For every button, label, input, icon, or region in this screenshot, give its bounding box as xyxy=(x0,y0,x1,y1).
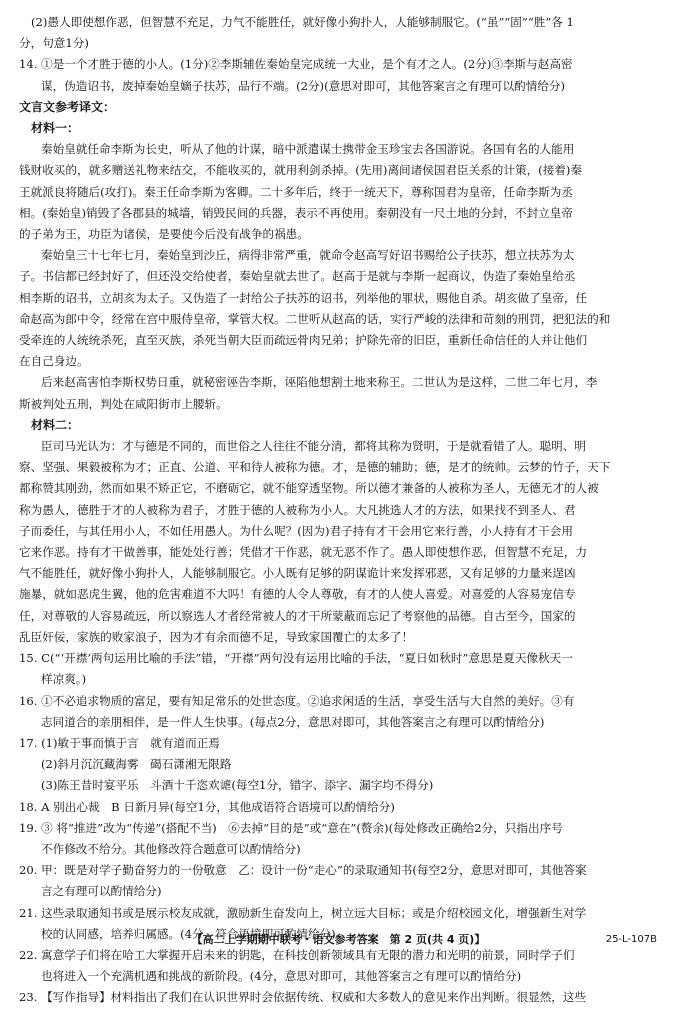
text-line: (2)愚人即使想作恶，但智慧不充足，力气不能胜任，就好像小狗扑人，人能够制服它。(“虽”“固”“胜”各 1 xyxy=(31,15,574,29)
text-line: 后来赵高害怕李斯权势日重，就秘密诬告李斯，诬陷他想割土地来称王。二世认为是这样，二世二年七月，李 xyxy=(41,375,598,390)
footer-title: 【高二上学期期中联考・语文参考答案 第 2 页(共 4 页)】 xyxy=(191,933,486,946)
text-line: 秦始皇就任命李斯为长史，听从了他的计谋，暗中派遣谋士携带金玉珍宝去各国游说。各国有名的人能用 xyxy=(41,142,575,157)
text-line: 臣司马光认为：才与德是不同的，而世俗之人往往不能分清，都将其称为贤明，于是就看错了人。聪明、明 xyxy=(41,439,586,454)
text-line: 气不能胜任，就好像小狗扑人，人能够制服它。小人既有足够的阴谋诡计来发挥邪恶，又有足够的力量来逞凶 xyxy=(19,566,576,581)
text-line: 乱臣奸佞，家族的败家浪子，因为才有余而德不足，导致家国覆亡的太多了！ xyxy=(19,629,414,644)
text-line: 子。书信都已经封好了，但还没交给使者，秦始皇就去世了。赵高于是就与李斯一起商议，伪造了秦始皇给丞 xyxy=(19,269,576,284)
text-line: 志同道合的亲朋相伴，是一件人生快事。(每点2分，意思对即可，其他答案言之有理可以酌情给分) xyxy=(41,714,545,729)
text-line: 15. C(“‘开襟’两句运用比喻的手法”错，“开襟”两句没有运用比喻的手法，“夏日如秋时”意思是夏天像秋天一 xyxy=(19,651,573,666)
text-line: 言之有理可以酌情给分) xyxy=(41,884,162,899)
text-line: 任，对尊敬的人容易疏远，所以察选人才者经常被人的才干所蒙蔽而忘记了考察他的品德。自古至今，国家的 xyxy=(19,608,576,623)
text-line: 校的认同感，培养归属感。(4分，符合语境即可酌情给分) xyxy=(41,926,336,941)
text-line: (2)斜月沉沉藏海雾 碣石潇湘无限路 xyxy=(41,757,232,772)
text-line: 谋，伪造诏书，废掉秦始皇嫡子扶苏，品行不端。(2分)(意思对即可，其他答案言之有理可以酌情给分) xyxy=(41,78,566,93)
text-line: 材料二： xyxy=(31,417,80,432)
footer-doc-code: 25-L-107B xyxy=(605,934,657,945)
text-line: 19. ③ 将“推进”改为“传递”(搭配不当) ⑥去掉“目的是”或“意在”(赘余)(每处修改正确给2分，只指出序号 xyxy=(19,820,563,835)
answer-key-page xyxy=(19,12,659,1009)
text-line: 受牵连的人统统杀死，直至灭族，杀死当朝大臣而疏远骨肉兄弟；护除先帝的旧臣，重新任命信任的人并让他们 xyxy=(19,333,588,348)
text-line: 称为愚人，德胜于才的人被称为君子，才胜于德的人被称为小人。大凡挑选人才的方法，如果找不到圣人、君 xyxy=(19,502,576,517)
text-line: 分，句意1分) xyxy=(19,36,89,51)
text-line: 相李斯的诏书，立胡亥为太子。又伪造了一封给公子扶苏的诏书，列举他的罪状，赐他自杀。胡亥做了皇帝，任 xyxy=(19,290,588,305)
text-line: 18. A 别出心裁 B 日新月异(每空1分，其他成语符合语境可以酌情给分) xyxy=(19,799,395,814)
text-line: 王就派良将随后(攻打)。秦王任命李斯为客卿。二十多年后，终于一统天下，尊称国君为皇帝，任命李斯为丞 xyxy=(19,184,573,199)
text-line: 14. ①是一个才胜于德的小人。(1分)②李斯辅佐秦始皇完成统一大业，是个有才之人。(2分)③李斯与赵高密 xyxy=(19,57,573,72)
text-line: 20. 甲：既是对学子勤奋努力的一份敬意 乙：设计一份“走心”的录取通知书(每空2分，意思对即可，其他答案 xyxy=(19,863,587,878)
page-footer xyxy=(0,930,677,950)
text-line: 样凉爽。) xyxy=(41,672,87,687)
text-line: 它来作恶。持有才干做善事，能处处行善；凭借才干作恶，就无恶不作了。愚人即使想作恶，但智慧不充足，力 xyxy=(19,545,588,560)
text-line: 23. 【写作指导】材料指出了我们在认识世界时会依据传统、权威和大多数人的意见来作出判断。很显然，这些 xyxy=(19,990,587,1005)
text-line: 秦始皇三十七年七月，秦始皇到沙丘，病得非常严重，就命令赵高写好诏书赐给公子扶苏，想立扶苏为太 xyxy=(41,248,575,263)
text-line: 都称赞其刚劲，然而如果不矫正它，不磨砺它，就不能穿透坚物。所以德才兼备的人被称为圣人，无德无才的人被 xyxy=(19,481,599,496)
text-line: 施暴，就如恶虎生翼，他的危害难道不大吗！有德的人令人尊敬，有才的人使人喜爱。对喜爱的人容易宠信专 xyxy=(19,587,576,602)
answer-text-body xyxy=(19,12,659,1009)
text-line: 的子弟为王，功臣为诸侯，是要使今后没有战争的祸患。 xyxy=(19,227,309,242)
text-line: 命赵高为郎中令，经常在宫中服侍皇帝，掌管大权。二世听从赵高的话，实行严峻的法律和苛刻的刑罚，把犯法的和 xyxy=(19,311,611,326)
text-line: 子而委任，与其任用小人，不如任用愚人。为什么呢？(因为)君子持有才干会用它来行善，小人持有才干会用 xyxy=(19,523,573,538)
text-line: 17. (1)敏于事而慎于言 就有道而正焉 xyxy=(19,735,220,750)
text-line: 斯被判处五刑，判处在咸阳街市上腰斩。 xyxy=(19,396,228,411)
text-line: (3)陈王昔时宴平乐 斗酒十千恣欢谑(每空1分，错字、添字、漏字均不得分) xyxy=(41,778,434,793)
text-line: 不作修改不给分。其他修改符合题意可以酌情给分) xyxy=(41,841,301,856)
text-line: 21. 这些录取通知书或是展示校友成就，激励新生奋发向上，树立远大目标；或是介绍校园文化，增强新生对学 xyxy=(19,905,587,920)
text-line: 16. ①不必追求物质的富足，要有知足常乐的处世态度。②追求闲适的生活，享受生活与大自然的美好。③有 xyxy=(19,693,575,708)
text-line: 也将进入一个充满机遇和挑战的新阶段。(4分，意思对即可，其他答案言之有理可以酌情给分) xyxy=(41,969,522,984)
text-line: 相。(秦始皇)销毁了各郡县的城墙，销毁民间的兵器，表示不再使用。秦朝没有一尺土地的分封，不封立皇帝 xyxy=(19,205,573,220)
text-line: 22. 寓意学子们将在哈工大掌握开启未来的钥匙，在科技创新领域具有无限的潜力和光明的前景，同时学子们 xyxy=(19,947,575,962)
text-line: 在自己身边。 xyxy=(19,354,89,369)
text-line: 钱财收买的，就多赠送礼物来结交，不能收买的，就用利剑杀掉。(先用)离间诸侯国君臣关系的计策，(接着)秦 xyxy=(19,163,583,178)
text-line: 察、坚强、果毅被称为才；正直、公道、平和待人被称为德。才，是德的辅助；德，是才的统帅。云梦的竹子，天下 xyxy=(19,460,611,475)
text-line: 材料一： xyxy=(31,121,80,136)
text-line: 文言文参考译文： xyxy=(19,99,116,114)
